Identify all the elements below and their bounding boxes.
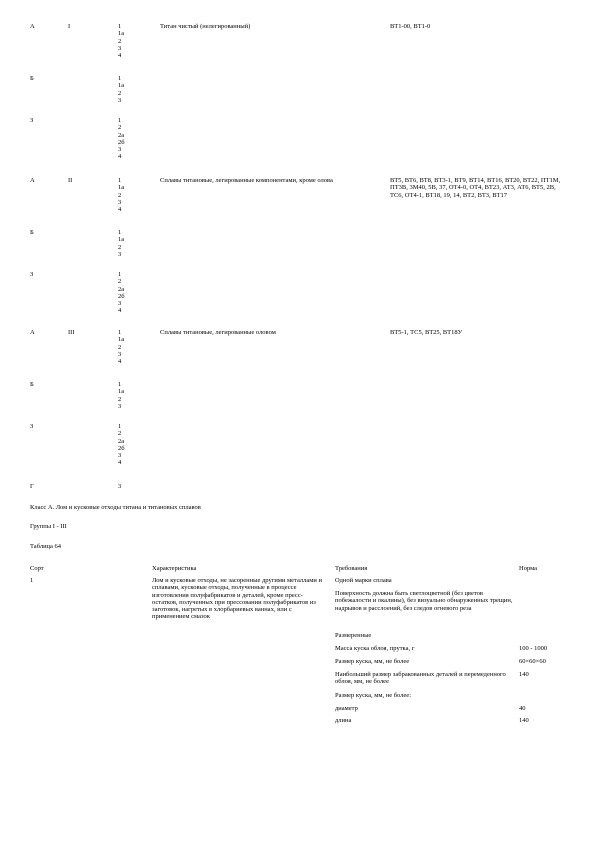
class-title: Класс А. Лом и кусковые отходы титана и титановых сплавов: [30, 504, 201, 511]
class-label: А: [30, 329, 35, 336]
requirement-text: диаметр: [335, 705, 358, 712]
sort-item: 1а: [118, 236, 125, 244]
norm-value: 140: [519, 671, 529, 678]
group-label: III: [68, 329, 75, 336]
header-requirements: Требования: [335, 565, 368, 572]
sort-item: 3: [118, 350, 122, 358]
sort-item: 1: [118, 423, 122, 430]
norm-value: 40: [519, 705, 526, 712]
characteristic-text: Лом и кусковые отходы, не засоренные другими металлами и сплавами, кусковые отходы, полученные в процессе изготовления полуфабрикатов и деталей, кроме пресс-остатков, полученных при прессовании полуфабрикатов из заготовок, нагретых в хлорбариевых ваннах, или с применением смазок: [152, 577, 322, 621]
sort-item: 3: [118, 44, 122, 52]
sort-item: 4: [118, 358, 122, 366]
sort-item: 1а: [118, 184, 125, 192]
requirement-text: Размер куска, мм, не более: [335, 658, 410, 665]
class-label: Б: [30, 381, 34, 388]
norm-value: 100 - 1000: [519, 645, 548, 652]
sort-item: 3: [118, 300, 122, 308]
requirement-text: Наибольший размер забракованных деталей и перемеденного облоя, мм, не более: [335, 671, 506, 686]
sort-item: 2: [118, 124, 122, 132]
group-label: II: [68, 177, 73, 184]
sort-item: 1: [118, 329, 122, 336]
sort-item: 2а: [118, 131, 125, 139]
sort-item: 2: [118, 89, 122, 97]
sort-item: 2: [118, 430, 122, 438]
sort-item: 2б: [118, 292, 125, 300]
sort-item: 2б: [118, 444, 125, 452]
groups-title: Группы I - III: [30, 523, 67, 530]
sort-item: 2: [118, 37, 122, 45]
sort-item: 3: [118, 452, 122, 460]
sort-item: 4: [118, 206, 122, 214]
class-label: Г: [30, 483, 34, 490]
class-label: З: [30, 423, 34, 430]
sort-value: 1: [30, 577, 34, 584]
alloy-grades: ВТ1-00, ВТ1-0: [390, 23, 431, 30]
sort-item: 2: [118, 343, 122, 351]
table-title: Таблица 64: [30, 543, 62, 550]
requirement-text: Одной марки сплава: [335, 577, 392, 584]
sort-list: [118, 23, 124, 59]
sort-item: 4: [118, 307, 122, 315]
sort-item: 1: [118, 229, 122, 236]
sort-item: 4: [118, 153, 122, 161]
class-label: А: [30, 23, 35, 30]
sort-item: 1а: [118, 388, 125, 396]
sort-item: 2а: [118, 285, 125, 293]
norm-value: 60×60×60: [519, 658, 546, 665]
sort-item: 1: [118, 23, 122, 30]
sort-item: 2б: [118, 138, 125, 146]
norm-value: 140: [519, 717, 529, 724]
requirement-text: Размеренные: [335, 632, 372, 639]
requirement-text: Поверхность должна быть светлоцветной (без цветов побежалости и окалины), без визуально обнаруженных трещин, надрывов и расслоений, без следов огневого реза: [335, 590, 513, 612]
sort-list: [118, 75, 124, 104]
sort-item: 2: [118, 395, 122, 403]
class-label: З: [30, 271, 34, 278]
sort-item: 1а: [118, 30, 125, 38]
sort-item: 4: [118, 459, 122, 467]
material-name: Сплавы титановые, легированные компонентами, кроме олова: [160, 177, 333, 184]
header-sort: Сорт: [30, 565, 44, 572]
sort-item: 1а: [118, 336, 125, 344]
alloy-grades: ВТ5, ВТ6, ВТ8, ВТ3-1, ВТ9, ВТ14, ВТ16, ВТ20, ВТ22, ПТ1М, ПТ3В, 3М40, 5В, 37, ОТ4-0, ОТ4, ВТ23, АТ3, АТ6, ВТ5, 2В, ТС6, ОТ4-1, ВТ18, 19, 14, ВТ2, ВТ3, ВТ17: [390, 177, 561, 199]
header-norm: Норма: [519, 565, 538, 572]
requirement-text: Масса куска облоя, прутка, г: [335, 645, 415, 652]
material-name: Сплавы титановые, легированные оловом: [160, 329, 276, 336]
sort-item: 3: [118, 483, 122, 490]
material-name: Титан чистый (нелегированный): [160, 23, 251, 30]
sort-list: [118, 381, 124, 410]
sort-item: 3: [118, 250, 122, 258]
sort-list: [118, 423, 125, 467]
alloy-grades: ВТ5-1, ТС5, ВТ25, ВТ18У: [390, 329, 463, 336]
class-label: Б: [30, 75, 34, 82]
sort-item: 1а: [118, 82, 125, 90]
class-label: А: [30, 177, 35, 184]
sort-item: 1: [118, 271, 122, 278]
sort-item: 2: [118, 191, 122, 199]
sort-item: 1: [118, 75, 122, 82]
sort-item: 2: [118, 243, 122, 251]
sort-item: 1: [118, 117, 122, 124]
class-label: Б: [30, 229, 34, 236]
sort-item: 3: [118, 402, 122, 410]
sort-list: [118, 229, 124, 258]
sort-item: 3: [118, 96, 122, 104]
sort-item: 1: [118, 381, 122, 388]
header-characteristic: Характеристика: [152, 565, 197, 572]
sort-list: [118, 329, 124, 365]
sort-list: [118, 177, 124, 213]
requirement-text: Размер куска, мм, не более:: [335, 692, 412, 699]
sort-item: 1: [118, 177, 122, 184]
sort-item: 4: [118, 52, 122, 60]
requirement-text: длина: [335, 717, 352, 724]
sort-list: [118, 271, 125, 315]
class-label: З: [30, 117, 34, 124]
sort-item: 3: [118, 198, 122, 206]
sort-item: 3: [118, 146, 122, 154]
group-label: I: [68, 23, 71, 30]
sort-list: [118, 117, 125, 161]
sort-item: 2а: [118, 437, 125, 445]
sort-item: 2: [118, 278, 122, 286]
